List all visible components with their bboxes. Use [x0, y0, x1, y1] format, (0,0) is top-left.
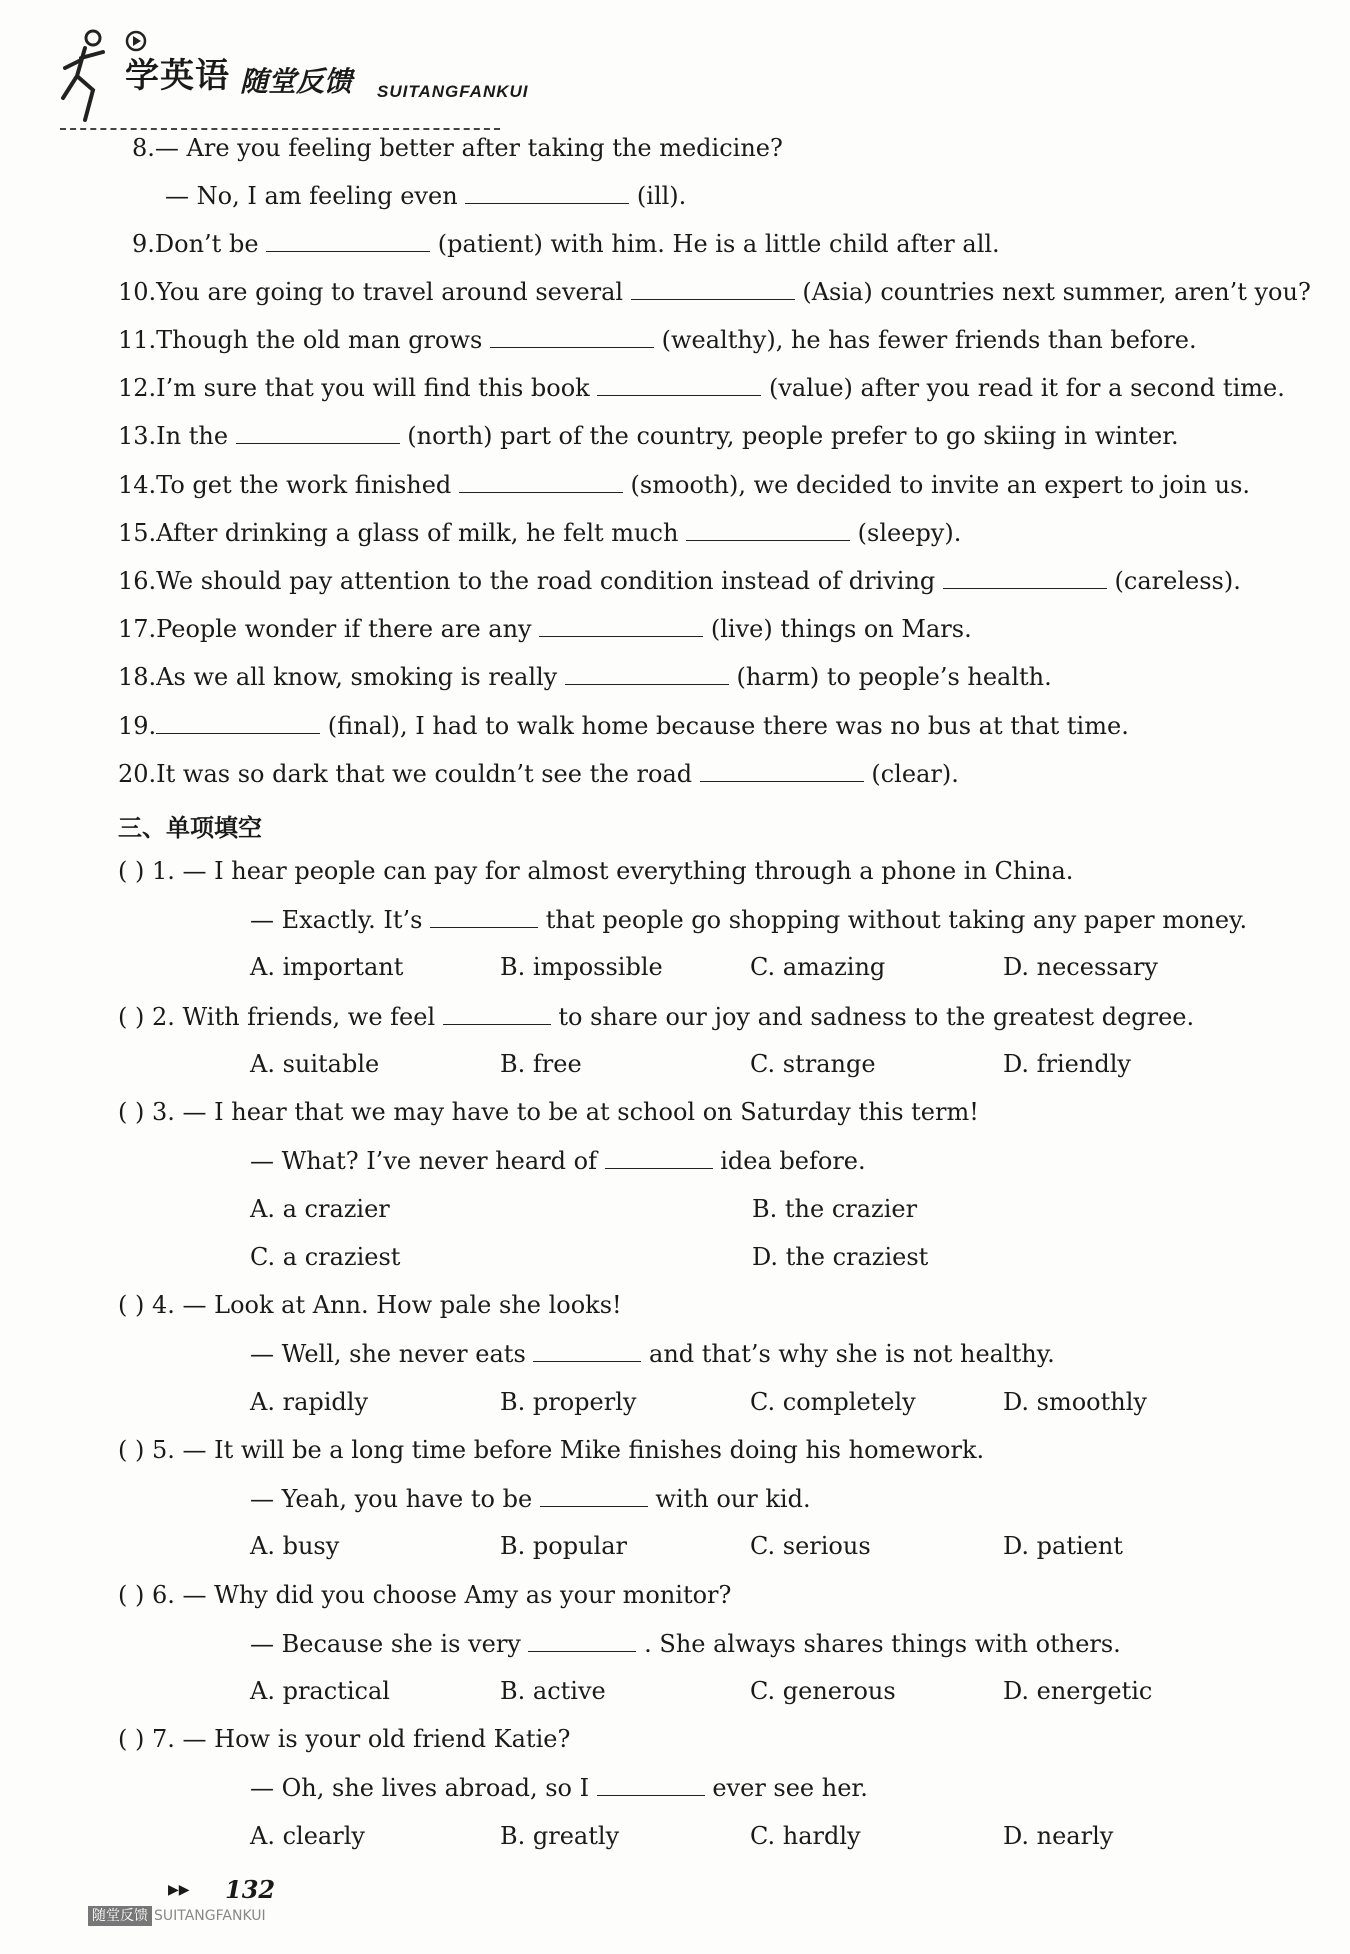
answer-blank[interactable] — [631, 277, 795, 300]
answer-blank[interactable] — [533, 1339, 641, 1362]
item-text: (smooth), we decided to invite an expert to join us. — [622, 471, 1251, 499]
fill-item — [118, 566, 1241, 596]
fill-item — [118, 325, 1197, 355]
item-number: 15. — [118, 519, 157, 547]
header-logo — [55, 18, 575, 128]
option[interactable]: C. completely — [750, 1388, 916, 1416]
option[interactable]: C. strange — [750, 1050, 876, 1078]
item-text: (clear). — [863, 760, 959, 788]
question-line — [118, 1581, 731, 1609]
item-text: Though the old man grows — [156, 326, 490, 354]
item-text: (Asia) countries next summer, aren’t you? — [794, 278, 1311, 306]
section-title: 三、单项填空 — [118, 814, 262, 842]
item-text: In the — [156, 422, 236, 450]
fill-item — [118, 373, 1285, 403]
question-text: ever see her. — [704, 1774, 868, 1802]
response-line — [250, 1146, 866, 1176]
item-text: (harm) to people’s health. — [728, 663, 1052, 691]
answer-blank[interactable] — [430, 905, 538, 928]
answer-blank[interactable] — [236, 421, 400, 444]
item-number: 20. — [118, 760, 157, 788]
option[interactable]: C. a craziest — [250, 1243, 401, 1271]
answer-blank[interactable] — [605, 1146, 713, 1169]
answer-blank[interactable] — [597, 1773, 705, 1796]
option[interactable]: D. smoothly — [1003, 1388, 1147, 1416]
answer-paren[interactable]: ( ) 2. — [118, 1003, 183, 1031]
response-line — [250, 1629, 1121, 1659]
question-text: — Why did you choose Amy as your monitor? — [182, 1581, 732, 1609]
item-text: (live) things on Mars. — [703, 615, 972, 643]
answer-blank[interactable] — [443, 1002, 551, 1025]
fill-item — [132, 229, 1000, 259]
question-text: — I hear people can pay for almost everything through a phone in China. — [182, 857, 1074, 885]
question-line — [118, 1002, 1194, 1031]
item-text: (wealthy), he has fewer friends than before. — [653, 326, 1197, 354]
footer-brand — [88, 1905, 266, 1925]
item-text: I’m sure that you will find this book — [156, 374, 598, 402]
fill-item — [118, 518, 961, 548]
item-text: (final), I had to walk home because there was no bus at that time. — [320, 712, 1129, 740]
question-line — [118, 857, 1073, 885]
question-line — [118, 1725, 570, 1753]
answer-paren[interactable]: ( ) 6. — [118, 1581, 183, 1609]
item-number: 13. — [118, 422, 157, 450]
answer-blank[interactable] — [540, 1484, 648, 1507]
answer-blank[interactable] — [528, 1629, 636, 1652]
answer-blank[interactable] — [459, 470, 623, 493]
question-text: — Look at Ann. How pale she looks! — [182, 1291, 622, 1319]
fill-item — [118, 759, 959, 789]
footer-arrows: ▶▶ — [168, 1882, 190, 1898]
item-text: (careless). — [1106, 567, 1241, 595]
question-text: — Yeah, you have to be — [250, 1485, 540, 1513]
response-line — [250, 1484, 811, 1514]
option[interactable]: B. active — [500, 1677, 606, 1705]
answer-paren[interactable]: ( ) 7. — [118, 1725, 183, 1753]
option[interactable]: C. generous — [750, 1677, 896, 1705]
question-line — [118, 1291, 622, 1319]
item-number: 9. — [132, 230, 155, 258]
answer-blank[interactable] — [700, 759, 864, 782]
item-text: People wonder if there are any — [156, 615, 540, 643]
item-text: It was so dark that we couldn’t see the road — [156, 760, 700, 788]
option[interactable]: D. friendly — [1003, 1050, 1131, 1078]
option[interactable]: D. necessary — [1003, 953, 1158, 981]
runner-icon — [55, 28, 125, 128]
option[interactable]: A. rapidly — [250, 1388, 369, 1416]
question-text: — Exactly. It’s — [250, 906, 431, 934]
question-text: . She always shares things with others. — [636, 1630, 1121, 1658]
question-text: — Because she is very — [250, 1630, 529, 1658]
page-number: 132 — [225, 1875, 276, 1904]
answer-blank[interactable] — [266, 229, 430, 252]
question-text: — How is your old friend Katie? — [182, 1725, 571, 1753]
item-number: 17. — [118, 615, 157, 643]
question-text: that people go shopping without taking any paper money. — [538, 906, 1248, 934]
item-text: You are going to travel around several — [156, 278, 631, 306]
answer-blank[interactable] — [565, 662, 729, 685]
option[interactable]: C. hardly — [750, 1822, 861, 1850]
fill-item — [118, 470, 1250, 500]
brand-english: SUITANGFANKUI — [377, 82, 529, 101]
fill-item — [118, 614, 972, 644]
question-line — [118, 1098, 979, 1126]
option[interactable]: D. the craziest — [752, 1243, 929, 1271]
response-line — [250, 1773, 868, 1803]
item-text: (patient) with him. He is a little child after all. — [430, 230, 1000, 258]
fill-item — [118, 711, 1129, 741]
response-line — [250, 1339, 1055, 1369]
item-number: 11. — [118, 326, 157, 354]
option[interactable]: D. nearly — [1003, 1822, 1114, 1850]
item-number: 10. — [118, 278, 157, 306]
question-text: — I hear that we may have to be at school on Saturday this term! — [182, 1098, 979, 1126]
question-text: — Oh, she lives abroad, so I — [250, 1774, 597, 1802]
response-line — [250, 905, 1247, 935]
fill-item — [165, 181, 686, 211]
question-text: — It will be a long time before Mike finishes doing his homework. — [182, 1436, 985, 1464]
answer-paren[interactable]: ( ) 4. — [118, 1291, 183, 1319]
option[interactable]: A. practical — [250, 1677, 390, 1705]
answer-paren[interactable]: ( ) 3. — [118, 1098, 183, 1126]
item-text: (north) part of the country, people prefer to go skiing in winter. — [399, 422, 1179, 450]
option[interactable]: A. suitable — [250, 1050, 380, 1078]
answer-blank[interactable] — [943, 566, 1107, 589]
fill-item — [132, 133, 783, 163]
answer-paren[interactable]: ( ) 1. — [118, 857, 183, 885]
option[interactable]: A. important — [250, 953, 404, 981]
option[interactable]: B. properly — [500, 1388, 637, 1416]
fill-item — [118, 421, 1179, 451]
footer-tag: 随堂反馈 — [88, 1906, 152, 1926]
question-text: — Well, she never eats — [250, 1340, 534, 1368]
option[interactable]: C. amazing — [750, 953, 886, 981]
answer-blank[interactable] — [539, 614, 703, 637]
item-number: 14. — [118, 471, 157, 499]
brand-chinese: 学英语 — [125, 56, 230, 96]
item-text: (sleepy). — [850, 519, 962, 547]
fill-item — [118, 662, 1052, 692]
option[interactable]: B. impossible — [500, 953, 663, 981]
item-text: As we all know, smoking is really — [156, 663, 565, 691]
option[interactable]: B. the crazier — [752, 1195, 918, 1223]
fill-item — [118, 277, 1311, 307]
answer-blank[interactable] — [156, 711, 320, 734]
item-text: To get the work finished — [156, 471, 459, 499]
option[interactable]: A. busy — [250, 1532, 340, 1560]
question-text: With friends, we feel — [182, 1003, 443, 1031]
option[interactable]: B. popular — [500, 1532, 627, 1560]
question-text: with our kid. — [647, 1485, 811, 1513]
option[interactable]: C. serious — [750, 1532, 871, 1560]
question-text: — What? I’ve never heard of — [250, 1147, 605, 1175]
item-text: (ill). — [629, 182, 687, 210]
answer-paren[interactable]: ( ) 5. — [118, 1436, 183, 1464]
item-number: 16. — [118, 567, 157, 595]
item-number: 19. — [118, 712, 157, 740]
header-divider — [60, 128, 500, 130]
question-text: idea before. — [712, 1147, 866, 1175]
option[interactable]: A. clearly — [250, 1822, 365, 1850]
option[interactable]: D. patient — [1003, 1532, 1123, 1560]
option[interactable]: B. greatly — [500, 1822, 620, 1850]
option[interactable]: A. a crazier — [250, 1195, 390, 1223]
answer-blank[interactable] — [597, 373, 761, 396]
item-number: 8. — [132, 134, 155, 162]
item-text: After drinking a glass of milk, he felt much — [156, 519, 687, 547]
item-text: — Are you feeling better after taking the medicine? — [154, 134, 783, 162]
question-text: and that’s why she is not healthy. — [641, 1340, 1055, 1368]
answer-blank[interactable] — [465, 181, 629, 204]
answer-blank[interactable] — [490, 325, 654, 348]
item-text: We should pay attention to the road condition instead of driving — [156, 567, 943, 595]
footer-english: SUITANGFANKUI — [154, 1908, 266, 1924]
item-number: 18. — [118, 663, 157, 691]
question-line — [118, 1436, 984, 1464]
brand-chinese-sub: 随堂反馈 — [240, 65, 353, 98]
item-text: (value) after you read it for a second time. — [761, 374, 1285, 402]
option[interactable]: D. energetic — [1003, 1677, 1153, 1705]
item-text: Don’t be — [154, 230, 267, 258]
item-text: — No, I am feeling even — [165, 182, 466, 210]
item-number: 12. — [118, 374, 157, 402]
question-text: to share our joy and sadness to the greatest degree. — [550, 1003, 1195, 1031]
answer-blank[interactable] — [686, 518, 850, 541]
option[interactable]: B. free — [500, 1050, 582, 1078]
